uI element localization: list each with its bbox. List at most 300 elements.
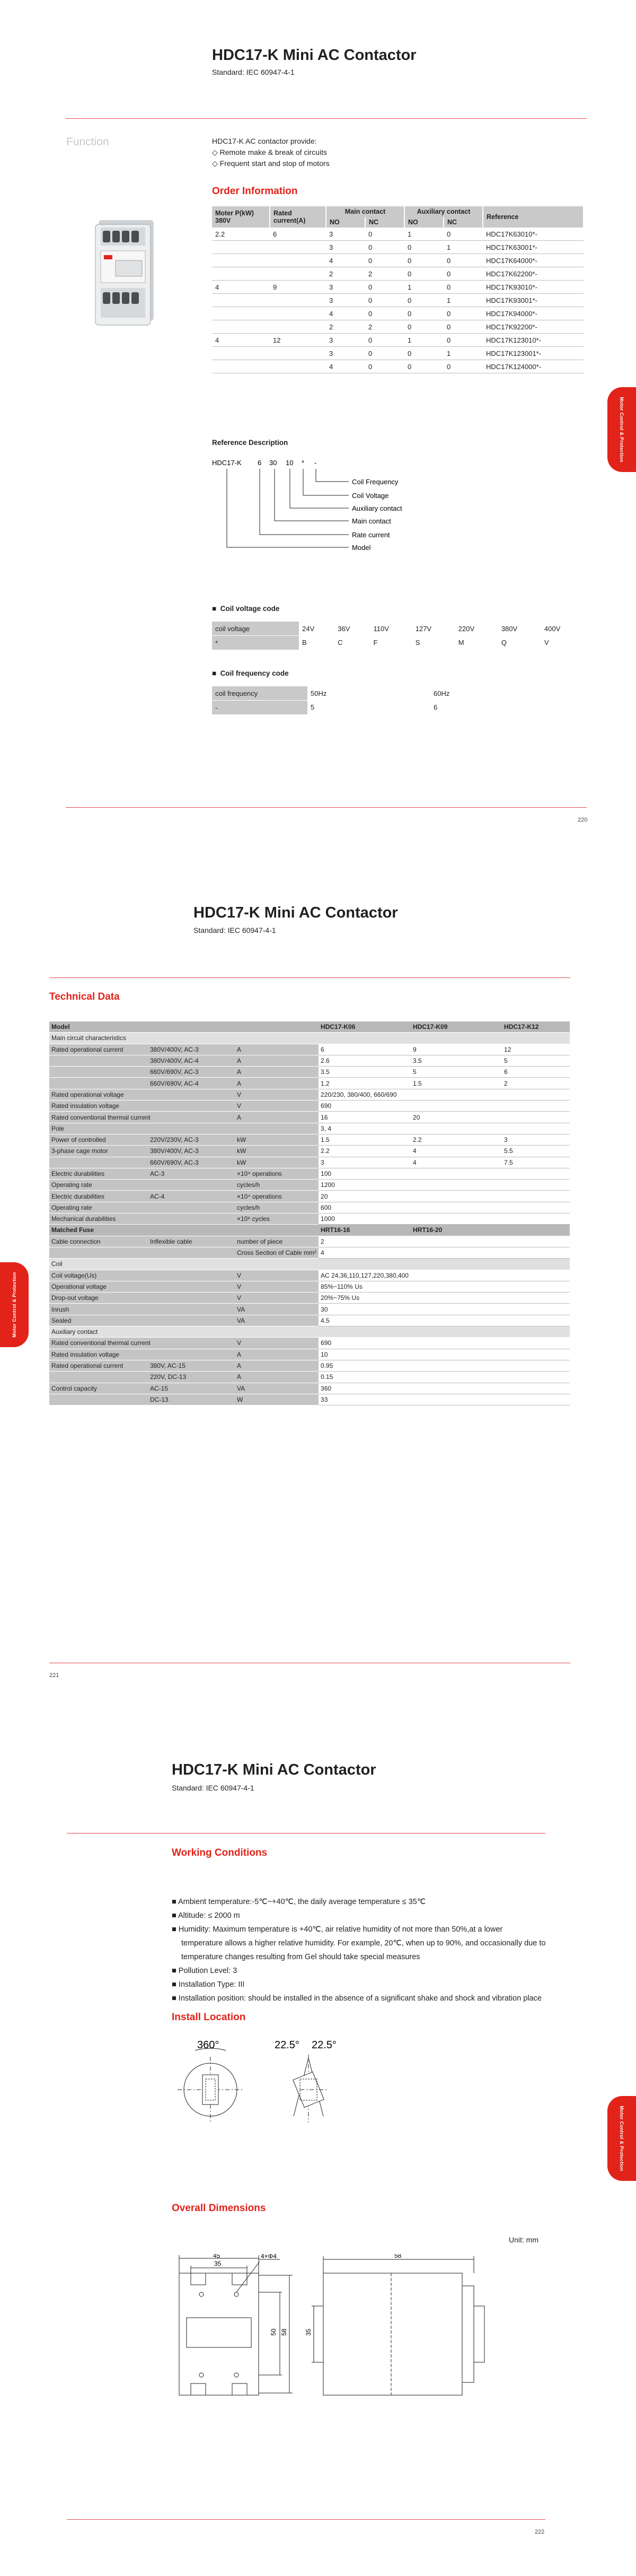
tech-cell: cycles/h bbox=[235, 1180, 319, 1191]
order-cell: 0 bbox=[365, 347, 404, 360]
order-cell: 0 bbox=[404, 307, 444, 320]
tech-row bbox=[49, 1191, 570, 1202]
order-cell: 0 bbox=[444, 254, 483, 267]
tech-cell: 2 bbox=[502, 1078, 570, 1089]
dim-label: 58 bbox=[394, 2254, 402, 2259]
order-row bbox=[212, 241, 584, 254]
order-cell: 2 bbox=[326, 320, 365, 334]
tech-cell: Model bbox=[49, 1021, 148, 1033]
tech-cell: VA bbox=[235, 1315, 319, 1326]
tech-cell: AC 24,36,110,127,220,380,400 bbox=[319, 1270, 570, 1281]
condition-item: ■ Altitude: ≤ 2000 m bbox=[172, 1911, 240, 1920]
tech-cell: 0.15 bbox=[319, 1372, 570, 1383]
order-cell bbox=[212, 254, 270, 267]
tech-cell: HDC17-K09 bbox=[411, 1021, 502, 1033]
tech-row bbox=[49, 1360, 570, 1371]
tech-cell: 1.2 bbox=[319, 1078, 411, 1089]
tech-cell: 380V, AC-15 bbox=[148, 1360, 235, 1371]
col-nc: NC bbox=[444, 217, 483, 228]
order-cell: 0 bbox=[444, 360, 483, 373]
ref-label: Rate current bbox=[352, 531, 390, 539]
tech-row bbox=[49, 1044, 570, 1055]
tech-cell: 3-phase cage motor bbox=[49, 1146, 148, 1157]
tech-cell bbox=[148, 1247, 235, 1258]
cv-voltage: 110V bbox=[373, 624, 389, 633]
tech-cell: Operating rate bbox=[49, 1180, 148, 1191]
tech-row bbox=[49, 1383, 570, 1394]
order-cell: HDC17K123001*- bbox=[483, 347, 584, 360]
tech-cell: Pole bbox=[49, 1123, 235, 1134]
order-cell: HDC17K63001*- bbox=[483, 241, 584, 254]
side-tab bbox=[0, 1262, 29, 1347]
order-row bbox=[212, 347, 584, 360]
order-cell: HDC17K64000*- bbox=[483, 254, 584, 267]
cv-voltage: 380V bbox=[501, 624, 518, 633]
order-cell: 0 bbox=[365, 254, 404, 267]
order-cell: 0 bbox=[365, 228, 404, 241]
tech-cell: 380V/400V, AC-4 bbox=[148, 1055, 235, 1066]
tech-cell: kW bbox=[235, 1134, 319, 1145]
order-cell bbox=[212, 347, 270, 360]
coil-voltage-heading-text: Coil voltage code bbox=[220, 605, 280, 613]
tech-cell: Operational voltage bbox=[49, 1281, 235, 1292]
order-cell bbox=[270, 347, 326, 360]
tech-cell: Operating rate bbox=[49, 1202, 148, 1213]
cf-label: coil frequency bbox=[212, 686, 307, 701]
order-info-heading: Order Information bbox=[212, 186, 298, 197]
divider bbox=[66, 807, 587, 808]
order-row bbox=[212, 254, 584, 267]
ref-label: Main contact bbox=[352, 517, 391, 525]
tech-cell: 2.2 bbox=[319, 1146, 411, 1157]
tech-cell: cycles/h bbox=[235, 1202, 319, 1213]
ref-label: Model bbox=[352, 544, 371, 552]
function-bullet: ◇ Frequent start and stop of motors bbox=[212, 159, 330, 168]
tech-cell: VA bbox=[235, 1304, 319, 1315]
tech-row bbox=[49, 1021, 570, 1033]
order-cell: 3 bbox=[326, 334, 365, 347]
tech-cell bbox=[148, 1180, 235, 1191]
condition-item: ■ Installation position: should be installed in the absence of a significant shake and shock and vibration place bbox=[172, 1994, 542, 2003]
tech-cell: Rated conventional thermal current bbox=[49, 1338, 235, 1349]
tech-row bbox=[49, 1213, 570, 1225]
tech-cell: Rated operational current bbox=[49, 1044, 148, 1055]
order-cell bbox=[270, 267, 326, 281]
order-cell: 3 bbox=[326, 347, 365, 360]
coil-frequency-table bbox=[212, 686, 584, 714]
dimension-drawing bbox=[170, 2254, 551, 2403]
tech-cell: number of piece bbox=[235, 1236, 319, 1247]
cv-code: C bbox=[338, 639, 343, 647]
tech-cell: Rated operational voltage bbox=[49, 1089, 235, 1100]
order-cell: HDC17K93001*- bbox=[483, 294, 584, 307]
tech-cell: Rated conventional thermal current bbox=[49, 1112, 235, 1123]
function-text bbox=[212, 136, 330, 169]
tech-cell: 4 bbox=[319, 1247, 570, 1258]
condition-item: ■ Pollution Level: 3 bbox=[172, 1967, 237, 1975]
coil-frequency-heading: ■ Coil frequency code bbox=[212, 669, 289, 677]
cv-voltage: 400V bbox=[544, 624, 561, 633]
cv-code: Q bbox=[501, 639, 507, 647]
tech-cell: 660V/690V, AC-3 bbox=[148, 1067, 235, 1078]
cv-code: V bbox=[544, 639, 549, 647]
tech-cell bbox=[49, 1394, 148, 1405]
standard-text: Standard: IEC 60947-4-1 bbox=[193, 926, 276, 935]
order-cell: 1 bbox=[404, 281, 444, 294]
order-cell: 0 bbox=[404, 347, 444, 360]
tech-cell: 1200 bbox=[319, 1180, 570, 1191]
order-cell: 4 bbox=[326, 307, 365, 320]
tech-cell bbox=[49, 1157, 148, 1168]
tech-cell bbox=[148, 1213, 235, 1225]
tech-section: Coil bbox=[49, 1259, 570, 1270]
dim-label: 50 bbox=[270, 2328, 277, 2336]
order-cell bbox=[212, 360, 270, 373]
tech-cell: 4 bbox=[411, 1146, 502, 1157]
tech-cell: 3.5 bbox=[411, 1055, 502, 1066]
ref-label: Auxiliary contact bbox=[352, 504, 402, 512]
tech-row bbox=[49, 1134, 570, 1145]
tech-cell: HRT16-16 bbox=[319, 1225, 411, 1236]
tech-cell: 5 bbox=[411, 1067, 502, 1078]
order-cell: 1 bbox=[444, 347, 483, 360]
side-tab-text: Motor Control & Protection bbox=[619, 397, 624, 462]
cv-code: B bbox=[302, 639, 307, 647]
order-row bbox=[212, 228, 584, 241]
tech-cell: A bbox=[235, 1112, 319, 1123]
tech-cell: Cable connection bbox=[49, 1236, 148, 1247]
condition-item: ■ Ambient temperature:-5℃~+40℃, the daily average temperature ≤ 35℃ bbox=[172, 1898, 426, 1906]
order-cell: 6 bbox=[270, 228, 326, 241]
order-cell: 0 bbox=[444, 307, 483, 320]
order-cell: HDC17K94000*- bbox=[483, 307, 584, 320]
tech-cell bbox=[148, 1202, 235, 1213]
tech-cell: Mechanical durabilities bbox=[49, 1213, 148, 1225]
tech-row bbox=[49, 1315, 570, 1326]
tech-row bbox=[49, 1225, 570, 1236]
tech-cell: Inflexible cable bbox=[148, 1236, 235, 1247]
ref-code-current: 6 bbox=[258, 459, 262, 467]
tech-cell: 10 bbox=[319, 1349, 570, 1360]
order-cell: 0 bbox=[404, 241, 444, 254]
page-title: HDC17-K Mini AC Contactor bbox=[212, 47, 417, 64]
order-cell bbox=[270, 320, 326, 334]
order-row bbox=[212, 334, 584, 347]
order-cell: 0 bbox=[365, 360, 404, 373]
technical-data-heading: Technical Data bbox=[49, 991, 120, 1002]
tech-cell: kW bbox=[235, 1146, 319, 1157]
tech-row bbox=[49, 1112, 570, 1123]
cv-voltage: 36V bbox=[338, 624, 350, 633]
tech-cell: AC-3 bbox=[148, 1168, 235, 1179]
order-cell: 2 bbox=[365, 320, 404, 334]
order-cell: HDC17K93010*- bbox=[483, 281, 584, 294]
order-table bbox=[212, 206, 584, 373]
tech-cell bbox=[49, 1372, 148, 1383]
tech-cell: A bbox=[235, 1349, 319, 1360]
tech-cell: 220V, DC-13 bbox=[148, 1372, 235, 1383]
tech-cell: Matched Fuse bbox=[49, 1225, 319, 1236]
tech-row bbox=[49, 1259, 570, 1270]
ref-code-voltage: * bbox=[302, 459, 305, 467]
tech-cell: 16 bbox=[319, 1112, 411, 1123]
tech-cell: 1.5 bbox=[319, 1134, 411, 1145]
tech-row bbox=[49, 1101, 570, 1112]
col-current: Rated current(A) bbox=[270, 206, 326, 228]
dim-label: 45 bbox=[213, 2254, 220, 2259]
working-conditions-heading: Working Conditions bbox=[172, 1847, 268, 1858]
cf-star: - bbox=[212, 701, 307, 715]
tech-cell: 3.5 bbox=[319, 1067, 411, 1078]
condition-item: ■ Humidity: Maximum temperature is +40℃, air relative humidity of not more than 50%,at a lower temperature allows a higher relative humidity. For example, 20℃, when up to 90%, and occasionally due to temperature changes resulting from Gel should take special measures bbox=[172, 1925, 546, 1961]
side-tab bbox=[607, 387, 636, 472]
tech-cell: Inrush bbox=[49, 1304, 235, 1315]
tech-cell: Electric durabilities bbox=[49, 1191, 148, 1202]
cv-star: * bbox=[212, 636, 299, 650]
order-cell: HDC17K62200*- bbox=[483, 267, 584, 281]
order-cell: 1 bbox=[404, 228, 444, 241]
tech-cell: 2.6 bbox=[319, 1055, 411, 1066]
order-cell: 4 bbox=[212, 334, 270, 347]
tech-cell: 1.5 bbox=[411, 1078, 502, 1089]
cv-voltage: 220V bbox=[458, 624, 475, 633]
tech-row bbox=[49, 1146, 570, 1157]
tech-row bbox=[49, 1067, 570, 1078]
order-cell: 0 bbox=[365, 241, 404, 254]
ref-code-model: HDC17-K bbox=[212, 459, 242, 467]
working-conditions-list bbox=[172, 1895, 546, 2005]
page-title: HDC17-K Mini AC Contactor bbox=[193, 904, 398, 921]
order-cell: HDC17K123010*- bbox=[483, 334, 584, 347]
order-cell: 0 bbox=[444, 281, 483, 294]
tech-row bbox=[49, 1202, 570, 1213]
cf-freq: 60Hz bbox=[434, 689, 450, 697]
tech-cell: 7.5 bbox=[502, 1157, 570, 1168]
tech-row bbox=[49, 1281, 570, 1292]
cf-freq: 50Hz bbox=[311, 689, 327, 697]
tech-cell bbox=[235, 1021, 319, 1033]
order-cell: 0 bbox=[404, 320, 444, 334]
order-row bbox=[212, 360, 584, 373]
order-cell: 0 bbox=[444, 334, 483, 347]
tech-cell: V bbox=[235, 1338, 319, 1349]
page-number: 220 bbox=[578, 817, 588, 823]
tech-section: Auxiliary contact bbox=[49, 1326, 570, 1338]
tech-cell: ×10⁴ operations bbox=[235, 1191, 319, 1202]
tech-row bbox=[49, 1055, 570, 1066]
ref-label: Coil Voltage bbox=[352, 492, 389, 500]
function-intro: HDC17-K AC contactor provide: bbox=[212, 137, 317, 145]
tech-cell: 360 bbox=[319, 1383, 570, 1394]
reference-diagram bbox=[212, 456, 435, 562]
tech-row bbox=[49, 1236, 570, 1247]
tech-cell: 12 bbox=[502, 1044, 570, 1055]
tech-cell: A bbox=[235, 1372, 319, 1383]
tech-row bbox=[49, 1168, 570, 1179]
tech-cell: 690 bbox=[319, 1338, 570, 1349]
cv-voltage: 127V bbox=[415, 624, 432, 633]
tech-cell: 6 bbox=[319, 1044, 411, 1055]
angle-label: 22.5° bbox=[275, 2039, 299, 2051]
order-cell bbox=[212, 294, 270, 307]
standard-text: Standard: IEC 60947-4-1 bbox=[212, 68, 295, 76]
tech-cell: 600 bbox=[319, 1202, 570, 1213]
tech-row bbox=[49, 1247, 570, 1258]
order-cell: 3 bbox=[326, 241, 365, 254]
tech-cell: Cross Section of Cable mm² bbox=[235, 1247, 319, 1258]
col-motor: Moter P(kW) 380V bbox=[212, 206, 270, 228]
tech-row bbox=[49, 1270, 570, 1281]
order-row bbox=[212, 281, 584, 294]
install-location-heading: Install Location bbox=[172, 2012, 246, 2023]
tech-cell: 220V/230V, AC-3 bbox=[148, 1134, 235, 1145]
tech-cell: A bbox=[235, 1360, 319, 1371]
order-cell: 0 bbox=[444, 320, 483, 334]
order-cell: 0 bbox=[444, 267, 483, 281]
order-cell: 1 bbox=[404, 334, 444, 347]
tech-cell bbox=[49, 1055, 148, 1066]
tech-cell: HDC17-K12 bbox=[502, 1021, 570, 1033]
order-row bbox=[212, 267, 584, 281]
tech-cell: 100 bbox=[319, 1168, 570, 1179]
tech-cell: W bbox=[235, 1394, 319, 1405]
order-cell: 2 bbox=[365, 267, 404, 281]
tech-cell: 660V/690V, AC-3 bbox=[148, 1157, 235, 1168]
tech-cell: A bbox=[235, 1067, 319, 1078]
order-cell: 4 bbox=[212, 281, 270, 294]
tech-cell: AC-15 bbox=[148, 1383, 235, 1394]
cv-label: coil voltage bbox=[212, 622, 299, 636]
order-cell bbox=[270, 294, 326, 307]
angle-label: 360° bbox=[197, 2039, 219, 2051]
col-no: NO bbox=[326, 217, 365, 228]
order-cell: 0 bbox=[365, 307, 404, 320]
order-cell: 2 bbox=[326, 267, 365, 281]
unit-text: Unit: mm bbox=[509, 2236, 538, 2244]
tech-cell: HRT16-20 bbox=[411, 1225, 570, 1236]
tech-cell: 5 bbox=[502, 1055, 570, 1066]
dim-label: 35 bbox=[305, 2328, 312, 2336]
tech-cell bbox=[235, 1123, 319, 1134]
ref-desc-heading: Reference Description bbox=[212, 439, 288, 447]
side-tab bbox=[607, 2096, 636, 2181]
tech-row bbox=[49, 1293, 570, 1304]
side-tab-text: Motor Control & Protection bbox=[619, 2106, 624, 2171]
overall-dimensions-heading: Overall Dimensions bbox=[172, 2203, 266, 2214]
tech-cell bbox=[49, 1078, 148, 1089]
order-cell: 0 bbox=[404, 267, 444, 281]
tech-row bbox=[49, 1180, 570, 1191]
order-cell: 0 bbox=[365, 334, 404, 347]
divider bbox=[49, 977, 570, 978]
cv-code: M bbox=[458, 639, 464, 647]
order-cell: 12 bbox=[270, 334, 326, 347]
tech-row bbox=[49, 1326, 570, 1338]
order-cell bbox=[212, 307, 270, 320]
side-tab-text: Motor Control & Protection bbox=[12, 1272, 17, 1338]
dim-label: 4×Φ4 bbox=[261, 2254, 277, 2260]
col-main-contact: Main contact bbox=[326, 206, 404, 217]
tech-cell: 1000 bbox=[319, 1213, 570, 1225]
order-cell: HDC17K92200*- bbox=[483, 320, 584, 334]
tech-cell: A bbox=[235, 1044, 319, 1055]
tech-cell: Coil voltage(Us) bbox=[49, 1270, 235, 1281]
order-row bbox=[212, 307, 584, 320]
order-cell: 3 bbox=[326, 294, 365, 307]
tech-cell: 30 bbox=[319, 1304, 570, 1315]
tech-cell bbox=[49, 1247, 148, 1258]
tech-row bbox=[49, 1372, 570, 1383]
order-cell bbox=[212, 241, 270, 254]
tech-cell: 0.95 bbox=[319, 1360, 570, 1371]
tech-cell: 660V/690V, AC-4 bbox=[148, 1078, 235, 1089]
tech-cell: Rated operational current bbox=[49, 1360, 148, 1371]
tech-row bbox=[49, 1078, 570, 1089]
order-row bbox=[212, 294, 584, 307]
tech-cell: VA bbox=[235, 1383, 319, 1394]
tech-cell: 380V/400V, AC-3 bbox=[148, 1044, 235, 1055]
order-cell: 1 bbox=[444, 294, 483, 307]
tech-row bbox=[49, 1089, 570, 1100]
dim-label: 58 bbox=[280, 2328, 288, 2336]
tech-row bbox=[49, 1033, 570, 1044]
order-cell: 2.2 bbox=[212, 228, 270, 241]
order-cell: 4 bbox=[326, 360, 365, 373]
tech-cell: 20%~75% Us bbox=[319, 1293, 570, 1304]
tech-cell: 3, 4 bbox=[319, 1123, 570, 1134]
tech-cell: Electric durabilities bbox=[49, 1168, 148, 1179]
tech-cell: V bbox=[235, 1089, 319, 1100]
tech-cell: 2 bbox=[319, 1236, 570, 1247]
tech-cell: A bbox=[235, 1078, 319, 1089]
order-cell: 0 bbox=[444, 228, 483, 241]
tech-cell: 9 bbox=[411, 1044, 502, 1055]
tech-cell: V bbox=[235, 1281, 319, 1292]
order-cell bbox=[270, 241, 326, 254]
standard-text: Standard: IEC 60947-4-1 bbox=[172, 1784, 254, 1792]
technical-data-table bbox=[49, 1021, 570, 1405]
tech-cell bbox=[49, 1067, 148, 1078]
tech-cell: Power of controlled bbox=[49, 1134, 148, 1145]
product-image bbox=[85, 209, 164, 337]
divider bbox=[66, 118, 587, 119]
tech-cell: 20 bbox=[319, 1191, 570, 1202]
tech-row bbox=[49, 1304, 570, 1315]
tech-cell: Rated insulation voltage bbox=[49, 1101, 235, 1112]
tech-cell: Drop-out voltage bbox=[49, 1293, 235, 1304]
cv-voltage: 24V bbox=[302, 624, 315, 633]
col-no: NO bbox=[404, 217, 444, 228]
tech-cell: 4 bbox=[411, 1157, 502, 1168]
tech-cell: Control capacity bbox=[49, 1383, 148, 1394]
tech-cell: V bbox=[235, 1293, 319, 1304]
tech-row bbox=[49, 1349, 570, 1360]
tech-cell: 85%~110% Us bbox=[319, 1281, 570, 1292]
tech-cell: Sealed bbox=[49, 1315, 235, 1326]
tech-cell: 6 bbox=[502, 1067, 570, 1078]
coil-frequency-heading-text: Coil frequency code bbox=[220, 669, 289, 677]
ref-code-aux: 10 bbox=[286, 459, 294, 467]
order-row bbox=[212, 320, 584, 334]
order-cell bbox=[212, 320, 270, 334]
tech-cell: 690 bbox=[319, 1101, 570, 1112]
tech-cell: V bbox=[235, 1101, 319, 1112]
angle-label: 22.5° bbox=[312, 2039, 337, 2051]
order-cell: 0 bbox=[365, 281, 404, 294]
dim-label: 35 bbox=[214, 2260, 222, 2267]
coil-voltage-table bbox=[212, 622, 584, 650]
tech-cell: 4.5 bbox=[319, 1315, 570, 1326]
